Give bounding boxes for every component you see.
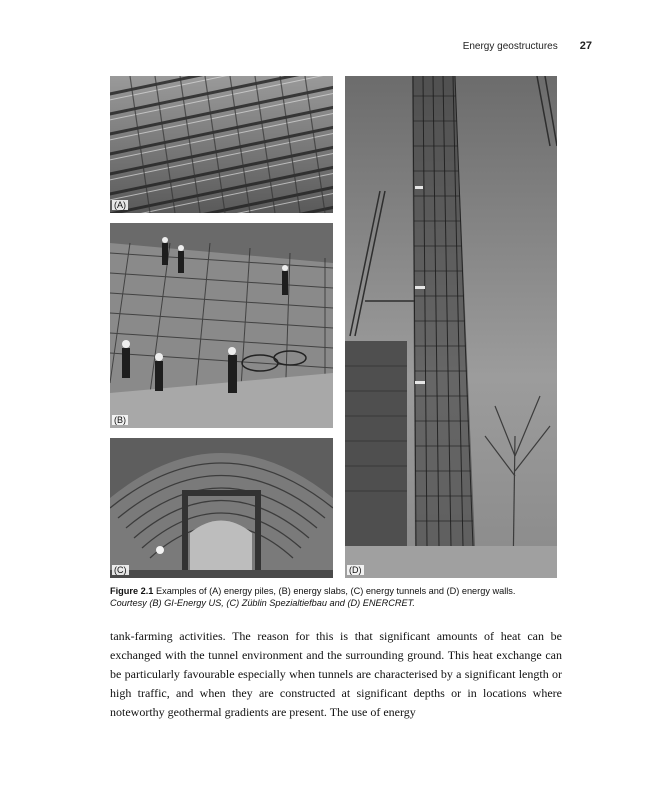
energy-walls-image bbox=[345, 76, 557, 578]
panel-label-c: (C) bbox=[114, 565, 127, 575]
energy-tunnels-image bbox=[110, 438, 333, 578]
photo-energy-tunnels bbox=[110, 438, 333, 578]
panel-label-a: (A) bbox=[114, 200, 126, 210]
figure-caption bbox=[110, 585, 580, 609]
running-title: Energy geostructures bbox=[462, 41, 558, 52]
photo-energy-piles bbox=[110, 76, 333, 213]
figure-label: Figure 2.1 bbox=[110, 586, 154, 596]
caption-text: Examples of (A) energy piles, (B) energy slabs, (C) energy tunnels and (D) energy walls. bbox=[155, 586, 516, 596]
energy-slabs-image bbox=[110, 223, 333, 428]
energy-piles-image bbox=[110, 76, 333, 213]
panel-label-d: (D) bbox=[349, 565, 362, 575]
photo-energy-slabs bbox=[110, 223, 333, 428]
page-number: 27 bbox=[579, 40, 592, 52]
caption-credit: Courtesy (B) GI-Energy US, (C) Züblin Spezialtiefbau and (D) ENERCRET. bbox=[110, 598, 415, 608]
panel-label-b: (B) bbox=[114, 415, 126, 425]
body-paragraph: tank-farming activities. The reason for this is that significant amounts of heat can be exchanged with the tunnel environment and the surrounding ground. This heat exchange can be particularly favourable especially when tunnels are characterised by a significant length or high traffic, and when they are constructed at significant depths or in locations where noteworthy geothermal gradients are present. The use of energy bbox=[110, 629, 562, 719]
running-head bbox=[463, 40, 592, 52]
photo-energy-walls bbox=[345, 76, 557, 578]
